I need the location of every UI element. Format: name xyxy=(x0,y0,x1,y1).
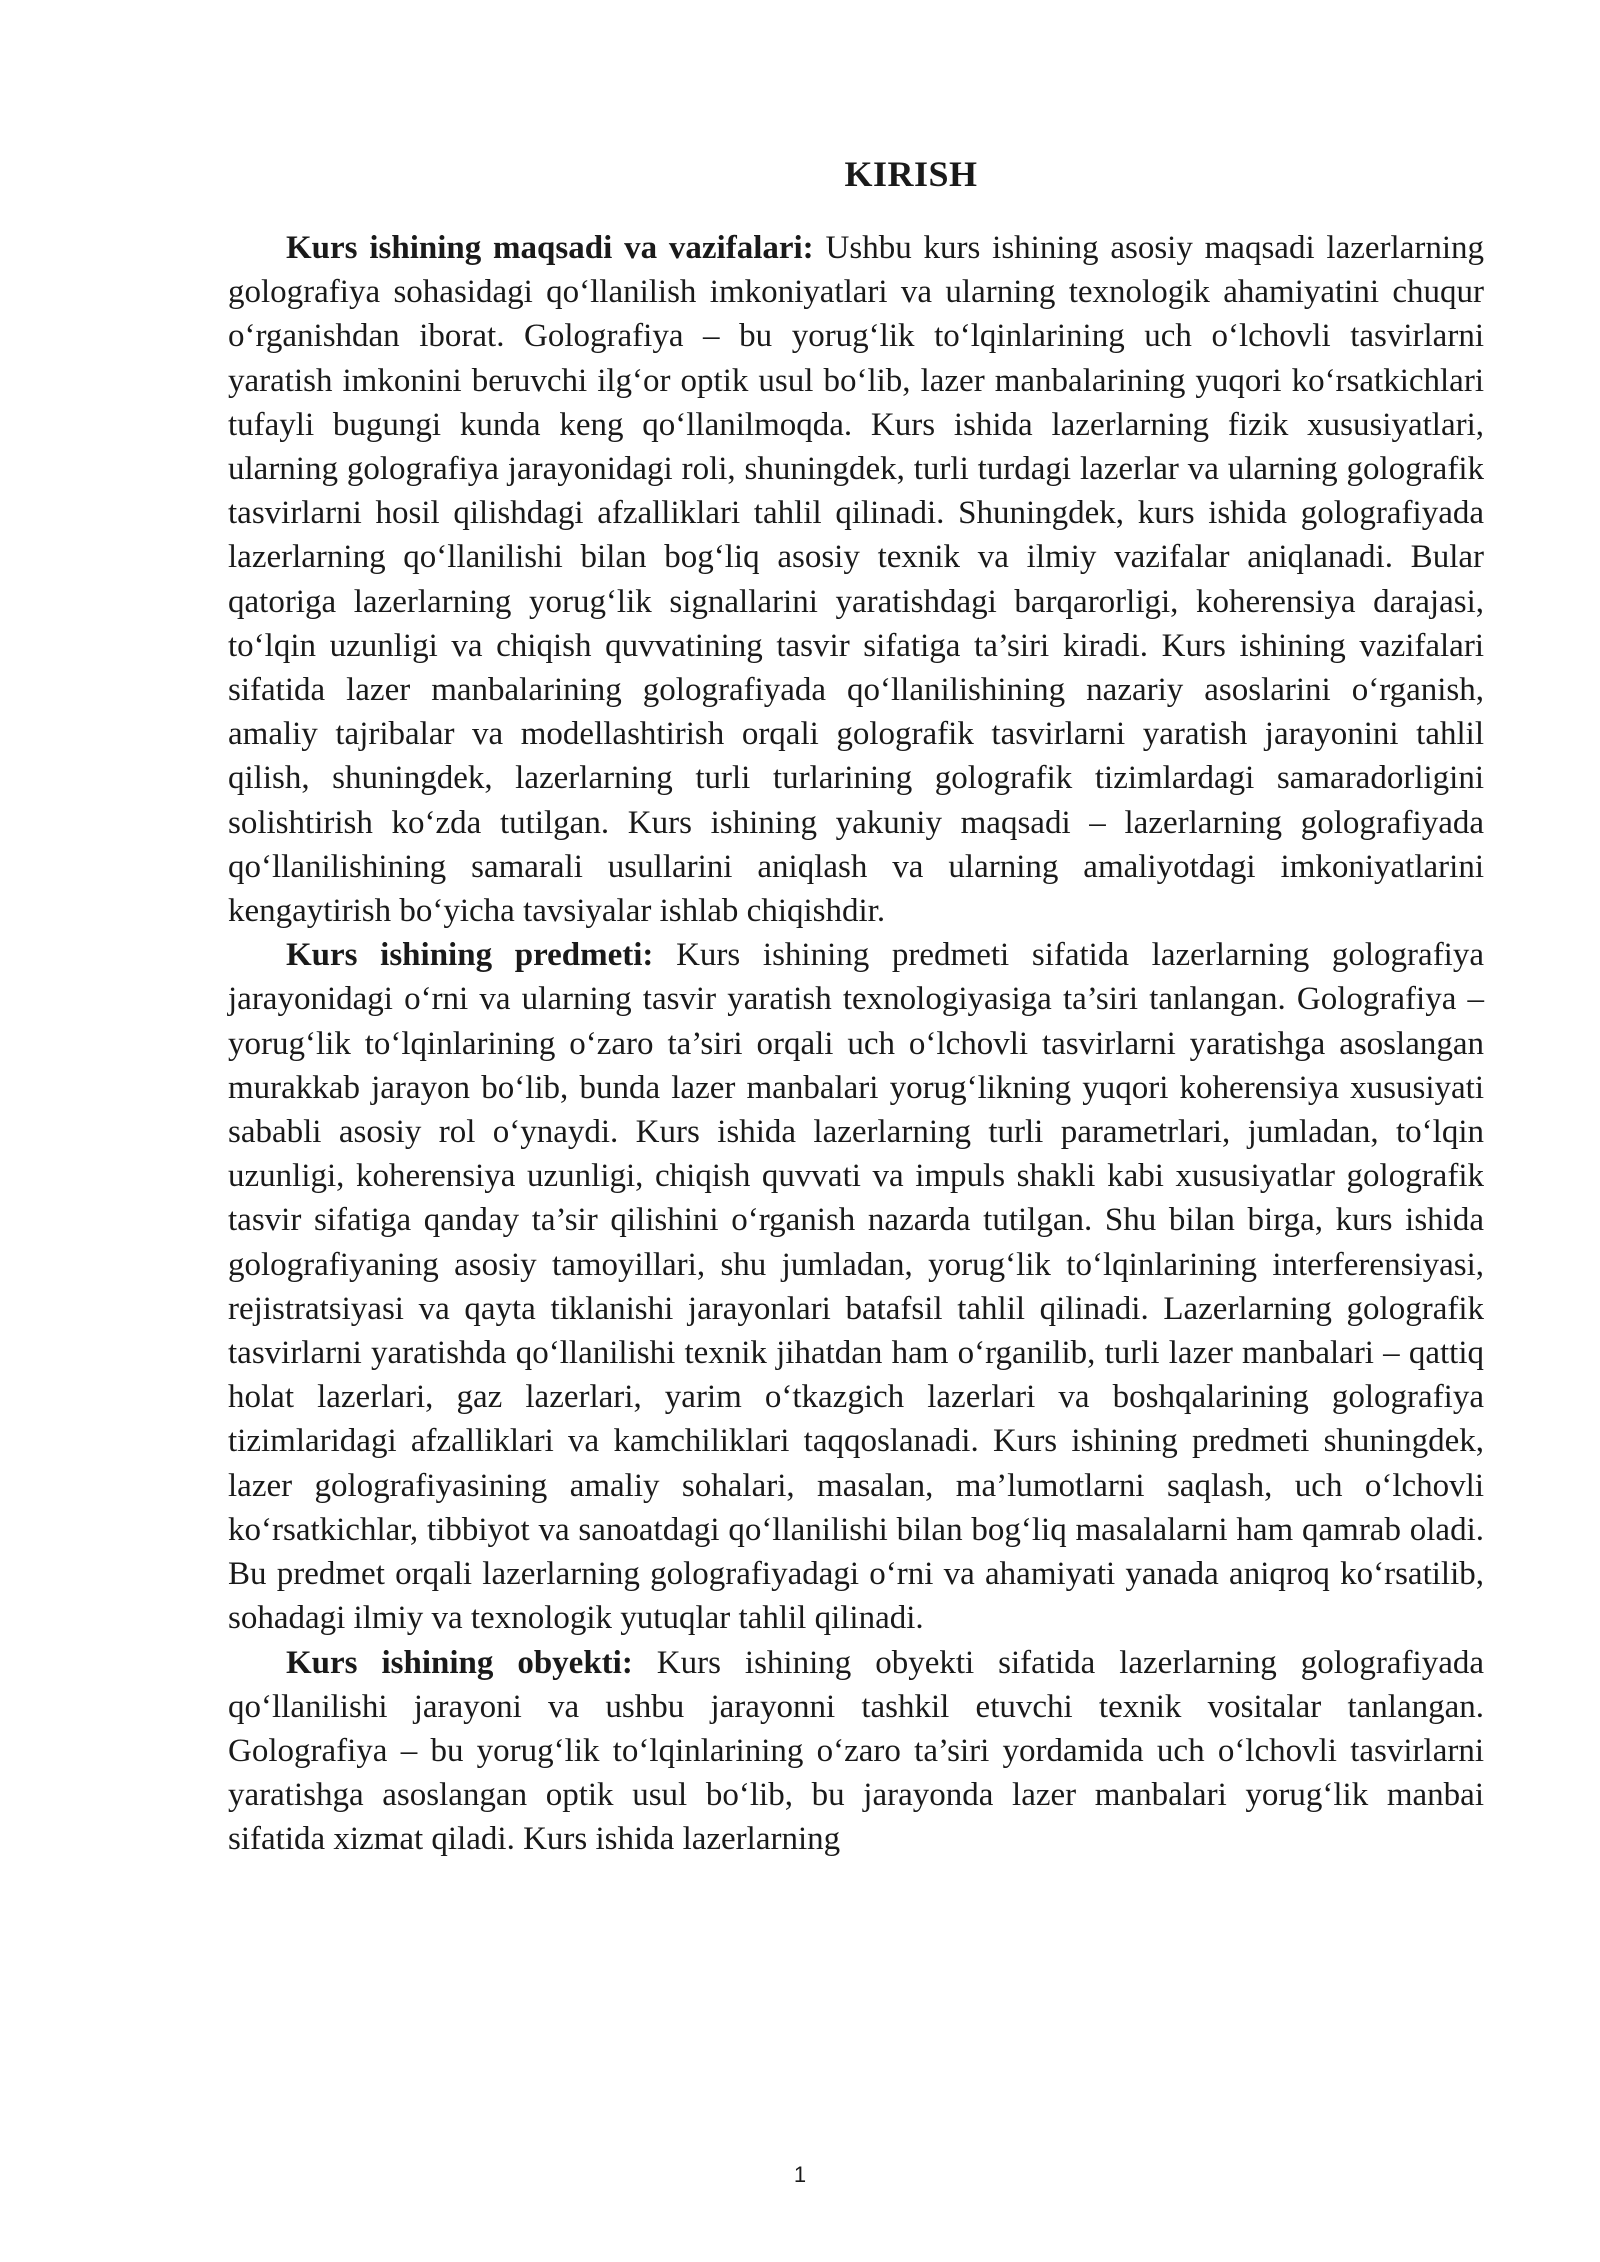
paragraph-object xyxy=(228,1641,1484,1862)
document-page xyxy=(228,150,1484,1862)
paragraph-lead: Kurs ishining maqsadi va vazifalari: xyxy=(286,230,814,266)
paragraph-text: Ushbu kurs ishining asosiy maqsadi lazerlarning golografiya sohasidagi qo‘llanilish imkoniyatlari va ularning texnologik ahamiyatini chuqur o‘rganishdan iborat. Golografiya – bu yorug‘lik to‘lqinlarining uch o‘lchovli tasvirlarni yaratish imkonini beruvchi ilg‘or optik usul bo‘lib, lazer manbalarining yuqori ko‘rsatkichlari tufayli bugungi kunda keng qo‘llanilmoqda. Kurs ishida lazerlarning fizik xususiyatlari, ularning golografiya jarayonidagi roli, shuningdek, turli turdagi lazerlar va ularning golografik tasvirlarni hosil qilishdagi afzalliklari tahlil qilinadi. Shuningdek, kurs ishida golografiyada lazerlarning qo‘llanilishi bilan bog‘liq asosiy texnik va ilmiy vazifalar aniqlanadi. Bular qatoriga lazerlarning yorug‘lik signallarini yaratishdagi barqarorligi, koherensiya darajasi, to‘lqin uzunligi va chiqish quvvatining tasvir sifatiga ta’siri kiradi. Kurs ishining vazifalari sifatida lazer manbalarining golografiyada qo‘llanilishining nazariy asoslarini o‘rganish, amaliy tajribalar va modellashtirish orqali golografik tasvirlarni yaratish jarayonini tahlil qilish, shuningdek, lazerlarning turli turlarining golografik tizimlardagi samaradorligini solishtirish ko‘zda tutilgan. Kurs ishining yakuniy maqsadi – lazerlarning golografiyada qo‘llanilishining samarali usullarini aniqlash va ularning amaliyotdagi imkoniyatlarini kengaytirish bo‘yicha tavsiyalar ishlab chiqishdir. xyxy=(228,230,1485,930)
paragraph-text: Kurs ishining obyekti sifatida lazerlarning golografiyada qo‘llanilishi jarayoni va ushbu jarayonni tashkil etuvchi texnik vositalar tanlangan. Golografiya – bu yorug‘lik to‘lqinlarining o‘zaro ta’siri yordamida uch o‘lchovli tasvirlarni yaratishga asoslangan optik usul bo‘lib, bu jarayonda lazer manbalari yorug‘lik manbai sifatida xizmat qiladi. Kurs ishida lazerlarning xyxy=(228,1644,1484,1858)
paragraph-text: Kurs ishining predmeti sifatida lazerlarning golografiya jarayonidagi o‘rni va ularning tasvir yaratish texnologiyasiga ta’siri tanlangan. Golografiya – yorug‘lik to‘lqinlarining o‘zaro ta’siri orqali uch o‘lchovli tasvirlarni yaratishga asoslangan murakkab jarayon bo‘lib, bunda lazer manbalari yorug‘likning yuqori koherensiya xususiyati sababli asosiy rol o‘ynaydi. Kurs ishida lazerlarning turli parametrlari, jumladan, to‘lqin uzunligi, koherensiya uzunligi, chiqish quvvati va impuls shakli kabi xususiyatlar golografik tasvir sifatiga qanday ta’sir qilishini o‘rganish nazarda tutilgan. Shu bilan birga, kurs ishida golografiyaning asosiy tamoyillari, shu jumladan, yorug‘lik to‘lqinlarining interferensiyasi, rejistratsiyasi va qayta tiklanishi jarayonlari batafsil tahlil qilinadi. Lazerlarning golografik tasvirlarni yaratishda qo‘llanilishi texnik jihatdan ham o‘rganilib, turli lazer manbalari – qattiq holat lazerlari, gaz lazerlari, yarim o‘tkazgich lazerlari va boshqalarining golografiya tizimlaridagi afzalliklari va kamchiliklari taqqoslanadi. Kurs ishining predmeti shuningdek, lazer golografiyasining amaliy sohalari, masalan, ma’lumotlarni saqlash, uch o‘lchovli ko‘rsatkichlar, tibbiyot va sanoatdagi qo‘llanilishi bilan bog‘liq masalalarni ham qamrab oladi. Bu predmet orqali lazerlarning golografiyadagi o‘rni va ahamiyati yanada aniqroq ko‘rsatilib, sohadagi ilmiy va texnologik yutuqlar tahlil qilinadi. xyxy=(228,937,1484,1637)
page-number: 1 xyxy=(793,2162,807,2187)
paragraph-purpose xyxy=(228,226,1484,933)
paragraph-lead: Kurs ishining obyekti: xyxy=(286,1644,633,1681)
page-title: KIRISH xyxy=(844,154,978,194)
paragraph-subject xyxy=(228,933,1484,1640)
paragraph-lead: Kurs ishining predmeti: xyxy=(286,937,654,974)
